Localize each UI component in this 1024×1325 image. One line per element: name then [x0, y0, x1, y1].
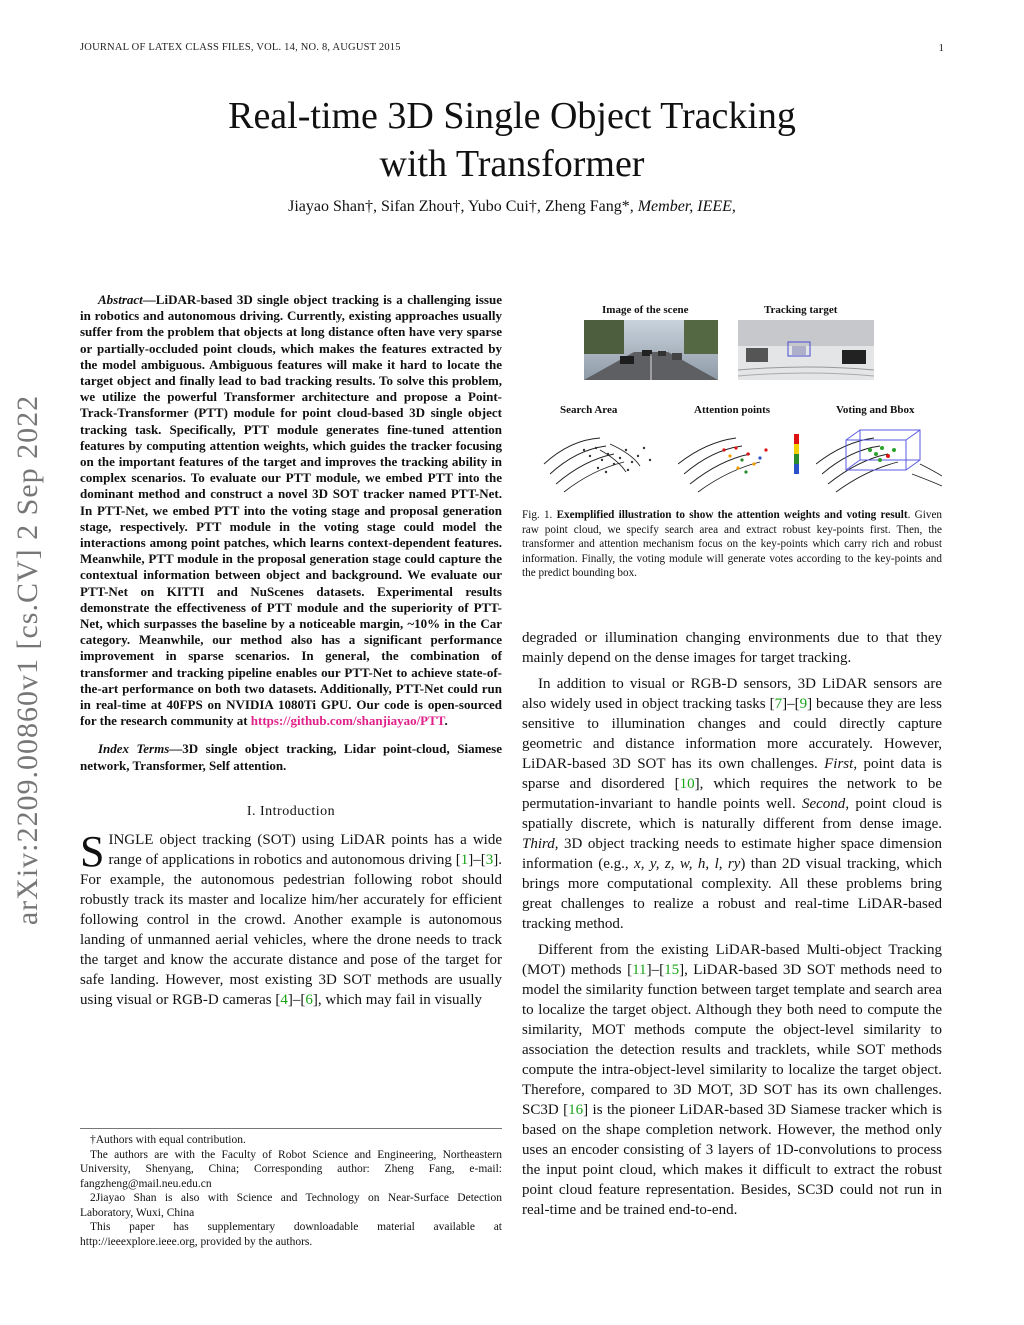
label-scene: Image of the scene	[602, 304, 689, 316]
label-voting: Voting and Bbox	[836, 404, 915, 416]
intro-paragraph: SINGLE object tracking (SOT) using LiDAR points has a wide range of applications in robotics and autonomous driving [1]–[3]. For example, the autonomous pedestrian following robot should robustly track its master and localize him/her accurately for efficient following control in the crowd. Another example is autonomous landing of unmanned aerial vehicles, where the drone needs to track the target and know the accurate distance and pose of the target for safe landing. However, most existing 3D SOT methods are usually using visual or RGB-D cameras [4]–[6], which may fail in visually	[80, 826, 502, 1008]
index-terms	[80, 741, 502, 773]
footnote-affiliation: The authors are with the Faculty of Robot Science and Engineering, Northeastern University, Shenyang, China; Corresponding author: Zheng Fang, e-mail: fangzheng@mail.neu.edu.cn	[80, 1148, 502, 1190]
footnote-secondary-affiliation: 2Jiayao Shan is also with Science and Technology on Near-Surface Detection Laboratory, Wuxi, China	[80, 1192, 502, 1219]
right-paragraph-0: degraded or illumination changing environments due to that they mainly depend on the dense images for target tracking.	[522, 630, 942, 666]
dash: –	[651, 962, 660, 978]
left-column	[80, 292, 502, 1010]
text-segment: , point data is sparse and disordered	[522, 756, 942, 792]
caption-label: Fig. 1.	[522, 509, 553, 521]
text-segment: In addition to visual or RGB-D sensors, 3D LiDAR sensors are also widely used in object tracking tasks	[522, 676, 942, 712]
citation-link[interactable]: 1	[460, 851, 469, 868]
abstract-end: .	[444, 713, 448, 729]
math-variables: x, y, z, w, h, l, ry	[634, 856, 741, 872]
right-paragraph-1: In addition to visual or RGB-D sensors, 3D LiDAR sensors are also widely used in object tracking tasks [7]–[9] because they are less sensitive to illumination changes and could directly capture geometric and distance information more accurately. However, LiDAR-based 3D SOT has its own challenges. First, point data is sparse and disordered [10], which requires the network to be permutation-invariant to handle points well. Second, point cloud is spatially discrete, which is naturally different from dense image. Third, 3D object tracking needs to estimate higher space dimension information (e.g., x, y, z, w, h, l, ry) than 2D visual tracking, which brings more computational complexity. All these problems bring great challenges to realize a robust and real-time LiDAR-based tracking method.	[522, 676, 943, 932]
text-segment: Different from the existing LiDAR-based Multi-object Tracking (MOT) methods	[522, 942, 942, 978]
arxiv-id: arXiv:2209.00860v1 [cs.CV] 2 Sep 2022	[11, 394, 44, 926]
figure-caption	[522, 508, 942, 581]
footnotes	[80, 1128, 502, 1249]
abstract-label: Abstract	[98, 292, 143, 307]
citation-link[interactable]: 16	[568, 1102, 584, 1118]
figure-1	[540, 296, 944, 496]
author-list	[0, 198, 1024, 216]
index-terms-label: Index Terms	[98, 741, 170, 757]
label-attention: Attention points	[694, 404, 771, 416]
voting-bbox-plot	[816, 420, 944, 496]
attention-points-plot	[678, 420, 812, 496]
footnote-equal-contribution: †Authors with equal contribution.	[90, 1134, 246, 1146]
citation-link[interactable]: 3	[485, 851, 494, 868]
title-line-1: Real-time 3D Single Object Tracking	[228, 95, 796, 137]
footnote-supplementary: This paper has supplementary downloadable material available at http://ieeexplore.ieee.org, provided by the authors.	[80, 1221, 502, 1248]
intro-text: . For example, the autonomous pedestrian following robot should robustly track its master and localize him/her accurately for efficient following control in the crowd. Another example is autonomous landing of unmanned aerial vehicles, where the drone needs to track the target and know the accurate distance and pose of the target for safe landing. However, most existing 3D SOT methods are usually using visual or RGB-D cameras	[80, 851, 502, 1008]
emphasis: Third	[522, 836, 555, 852]
scene-image	[584, 320, 718, 380]
arxiv-side-stamp	[8, 380, 48, 940]
text-segment: , 3D object tracking needs to estimate higher space dimension information (e.g.,	[522, 836, 942, 872]
label-target: Tracking target	[764, 304, 838, 316]
text-segment: ) than 2D visual tracking, which brings more computational complexity. All these problems bring great challenges to realize a robust and real-time LiDAR-based tracking method.	[522, 856, 942, 932]
title-line-2: with Transformer	[379, 143, 645, 185]
paper-title	[0, 92, 1024, 188]
author-affiliation: Member, IEEE,	[637, 198, 736, 215]
page-number: 1	[938, 42, 944, 54]
citation-link[interactable]: 10	[679, 776, 695, 792]
text-segment: , which requires the network to be permutation-invariant to handle points well.	[522, 776, 942, 812]
dash: –	[292, 991, 301, 1008]
citation-link[interactable]: 15	[664, 962, 680, 978]
citation-link[interactable]: 7	[774, 696, 783, 712]
intro-text: , which may fail in visually	[317, 991, 483, 1008]
citation-link[interactable]: 4	[280, 991, 288, 1008]
search-area-plot	[540, 420, 674, 496]
running-header: JOURNAL OF LATEX CLASS FILES, VOL. 14, NO. 8, AUGUST 2015	[80, 42, 401, 53]
citation-link[interactable]: 6	[305, 991, 313, 1008]
caption-text: . Given raw point cloud, we specify search area and extract robust key-points first. Then, the transformer and attention mechanism focus on the key-points which carry rich and robust information. Finally, the voting module will generate votes according to the key-points and the predict bounding box.	[522, 509, 943, 580]
dash: –	[787, 696, 795, 712]
text-segment: because they are less sensitive to illumination changes and could directly capture geometric and distance information more accurately. However, LiDAR-based 3D SOT has its own challenges.	[522, 696, 942, 772]
section-heading: I. Introduction	[246, 803, 336, 819]
index-terms-text: —3D single object tracking, Lidar point-cloud, Siamese network, Transformer, Self attention.	[80, 741, 502, 773]
emphasis: First	[824, 756, 854, 772]
right-paragraph-2: Different from the existing LiDAR-based Multi-object Tracking (MOT) methods [11]–[15], LiDAR-based 3D SOT methods need to model the similarity function between target template and search area to localize the target object. Although they both need to compute the similarity, MOT methods compute the object-level similarity to association the detection results and tracklets, while SOT methods compute the intra-object-level similarity to localize the target object. Therefore, compared to 3D MOT, 3D SOT has its own challenges. SC3D [16] is the pioneer LiDAR-based 3D Siamese tracker which is based on the shape completion network. However, the method only uses an encoder consisting of 3 layers of 1D-convolutions to process the input point cloud, which makes it difficult to extract the robust point cloud feature representation. Besides, SC3D could not run in real-time and be trained end-to-end.	[522, 942, 942, 1218]
citation-link[interactable]: 11	[632, 962, 647, 978]
citation-link[interactable]: 9	[799, 696, 808, 712]
abstract	[80, 292, 502, 729]
emphasis: Second	[801, 796, 846, 812]
text-segment: is the pioneer LiDAR-based 3D Siamese tracker which is based on the shape completion network. However, the method only uses an encoder consisting of 3 layers of 1D-convolutions to process the input point cloud, which makes it difficult to extract the robust point cloud feature representation. Besides, SC3D could not run in real-time and be trained end-to-end.	[522, 1102, 942, 1218]
right-column	[522, 628, 942, 1220]
target-image	[738, 320, 874, 380]
label-search: Search Area	[560, 404, 618, 416]
abstract-text: —LiDAR-based 3D single object tracking is a challenging issue in robotics and autonomous driving. Currently, existing approaches usually suffer from the problem that objects at long distance often have very sparse or partially-occluded point clouds, which makes the features extracted by the model ambiguous. Ambiguous features will make it hard to locate the target object and finally lead to bad tracking results. To solve this problem, we utilize the powerful Transformer architecture and propose a Point-Track-Transformer (PTT) module for point cloud-based 3D single object tracking task. Specifically, PTT module generates fine-tuned attention features by computing attention weights, which guides the tracker focusing on the important features of the target and improves the tracking ability in complex scenarios. To evaluate our PTT module, we embed PTT into the dominant method and construct a novel 3D SOT tracker named PTT-Net. In PTT-Net, we embed PTT into the voting stage and proposal generation stage, respectively. PTT module in the voting stage could model the interactions among point patches, which learns context-dependent features. Meanwhile, PTT module in the proposal generation stage could capture the contextual information between object and background. We evaluate our PTT-Net on KITTI and NuScenes datasets. Experimental results demonstrate the effectiveness of PTT module and the superiority of PTT-Net, which surpasses the baseline by a noticeable margin, ~10% in the Car category. Meanwhile, our method also has a significant performance improvement in sparse scenarios. In general, the combination of transformer and tracking pipeline enables our PTT-Net to achieve state-of-the-art performance on both two datasets. Additionally, PTT-Net could run in real-time at 40FPS on NVIDIA 1080Ti GPU. Our code is open-sourced for the research community at	[80, 292, 502, 729]
author-names: Jiayao Shan†, Sifan Zhou†, Yubo Cui†, Zheng Fang*,	[288, 198, 634, 215]
dash: –	[473, 851, 481, 868]
caption-bold: Exemplified illustration to show the attention weights and voting result	[556, 509, 908, 521]
intro-text: INGLE object tracking (SOT) using LiDAR points has a wide range of applications in robotics and autonomous driving	[108, 831, 502, 868]
code-link[interactable]: https://github.com/shanjiayao/PTT	[250, 713, 445, 729]
text-segment: , point cloud is spatially discrete, which is naturally different from dense image.	[522, 796, 943, 832]
drop-cap: S	[80, 826, 105, 876]
text-segment: , LiDAR-based 3D SOT methods need to model the similarity function between target template and search area to localize the target object. Although they both need to compute the similarity, MOT methods compute the object-level similarity to association the detection results and tracklets, while SOT methods compute the intra-object-level similarity to localize the target object. Therefore, compared to 3D MOT, 3D SOT has its own challenges. SC3D	[522, 962, 942, 1118]
